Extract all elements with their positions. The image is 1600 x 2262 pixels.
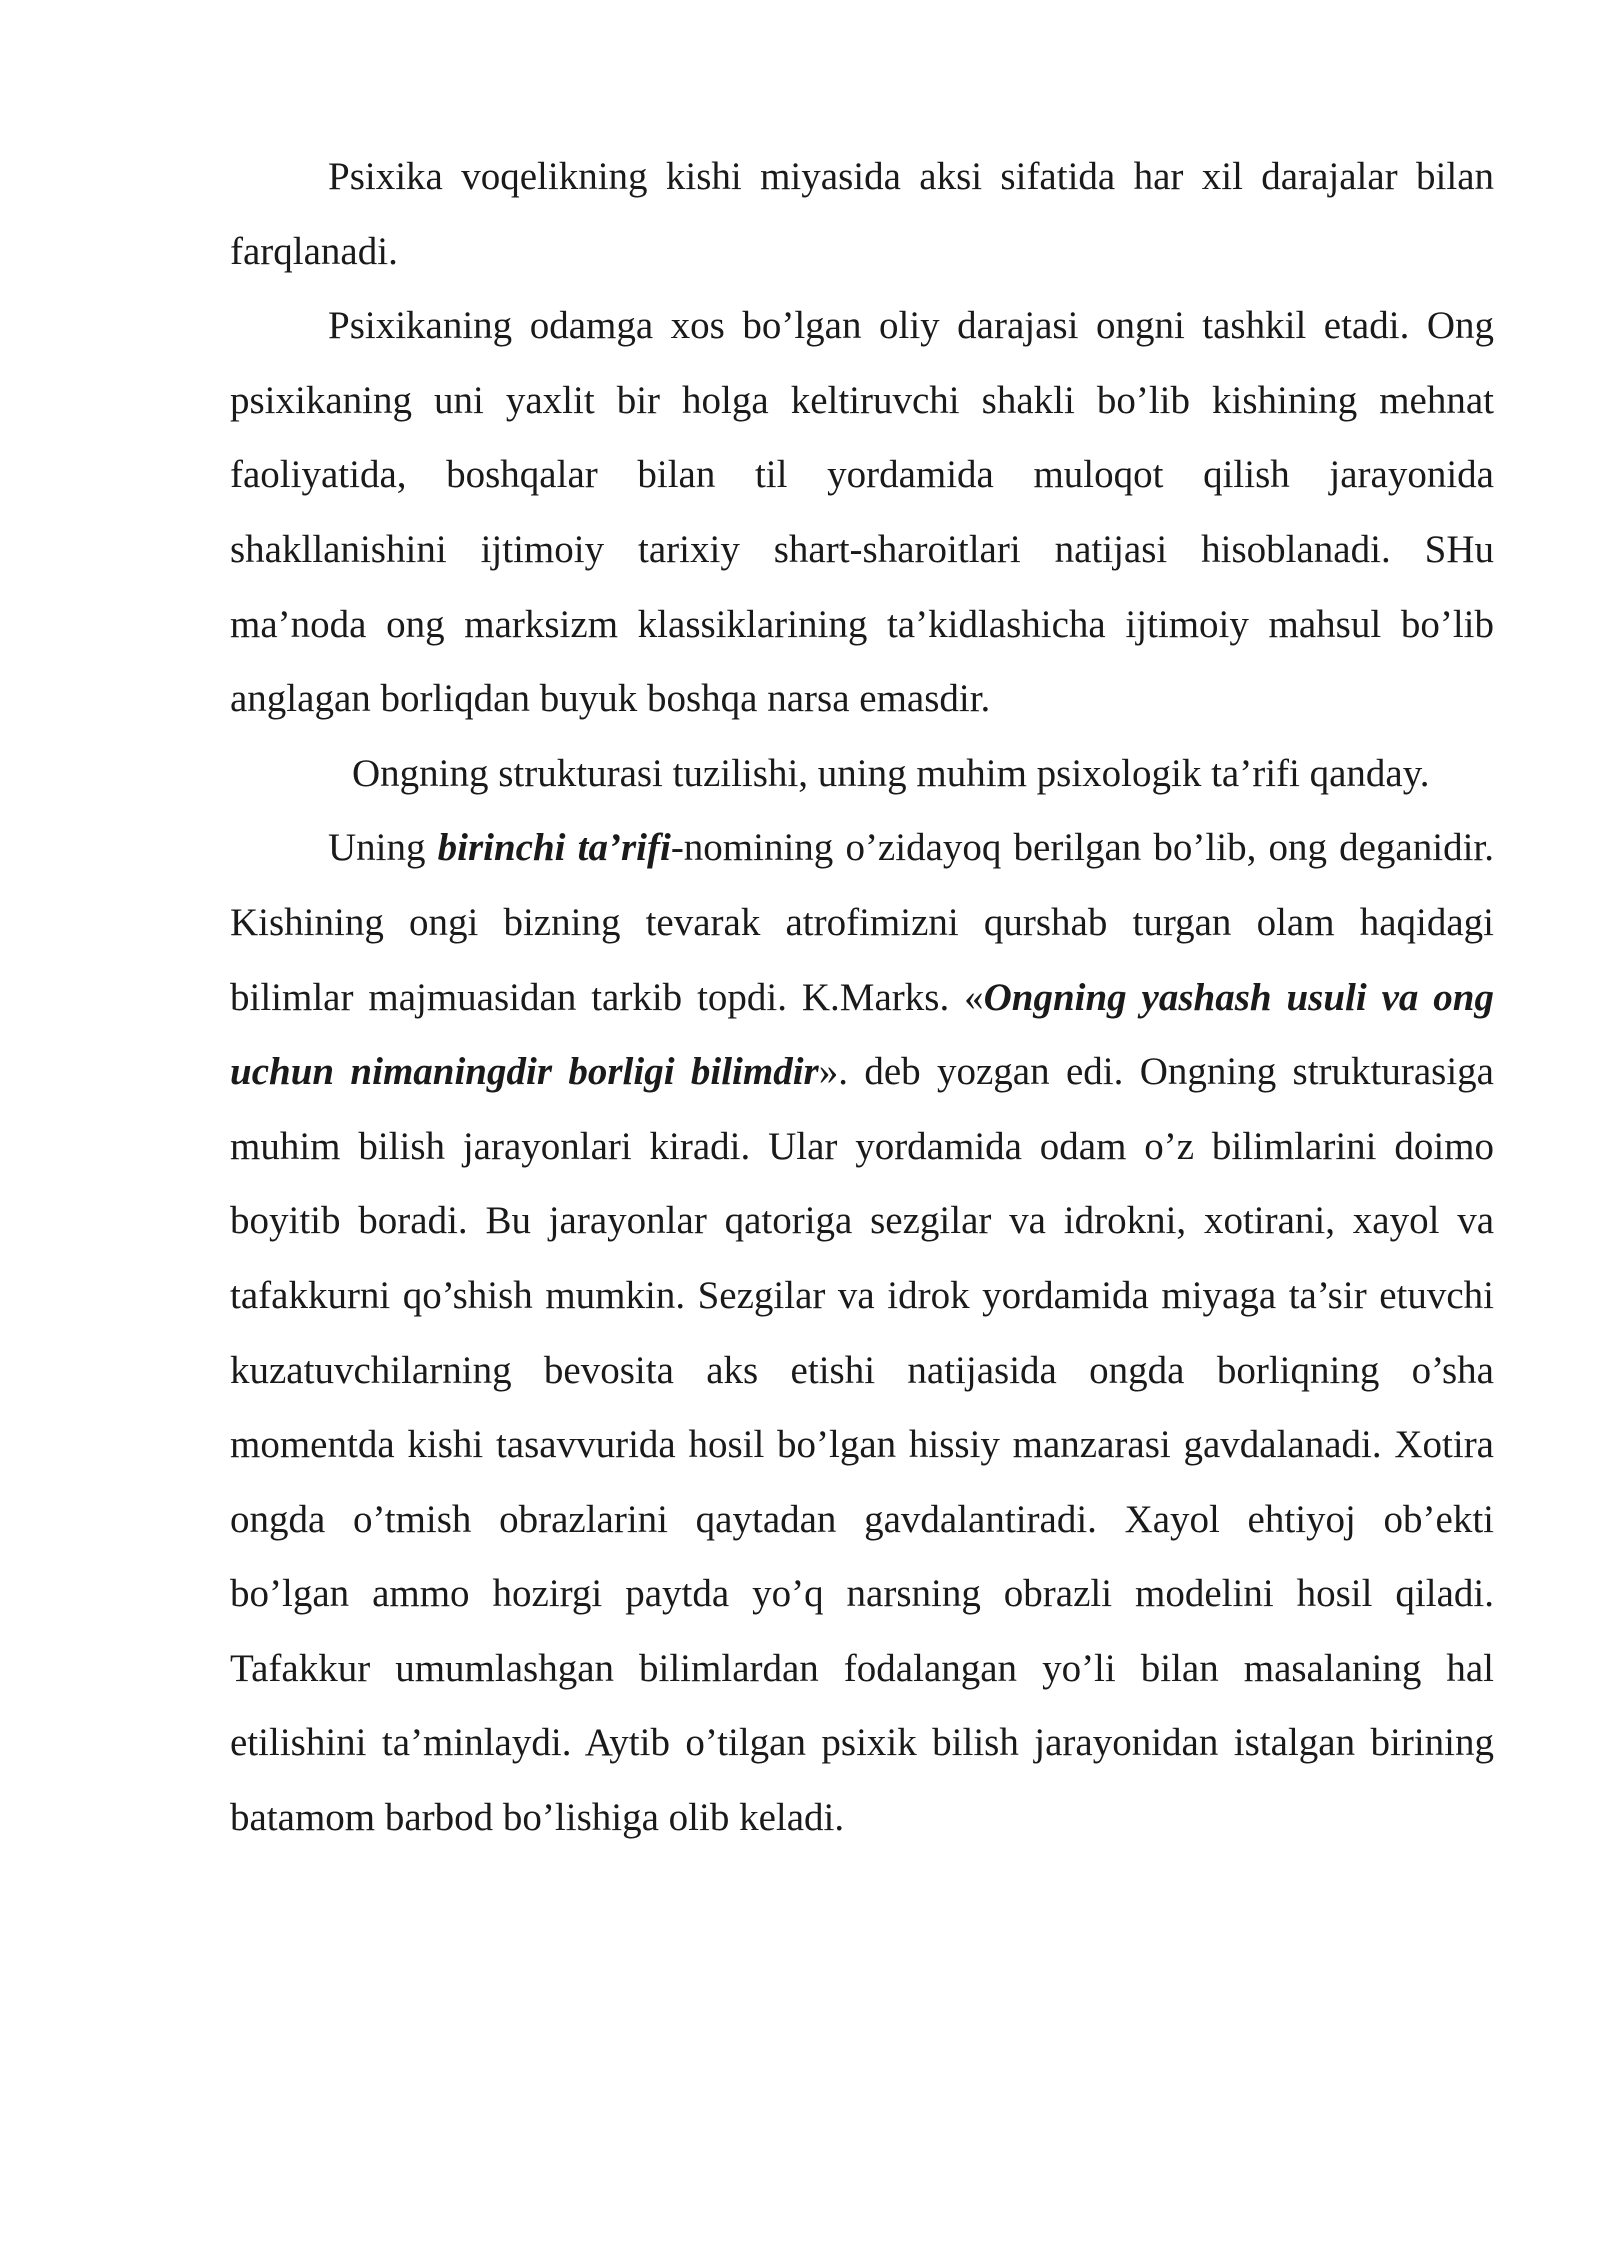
- emphasis-first-definition: birinchi ta’rifi: [437, 826, 671, 870]
- document-page: [230, 140, 1494, 1856]
- paragraph-2: Psixikaning odamga xos bo’lgan oliy darajasi ongni tashkil etadi. Ong psixikaning uni yaxlit bir holga keltiruvchi shakli bo’lib kishining mehnat faoliyatida, boshqalar bilan til yordamida muloqot qilish jarayonida shakllanishini ijtimoiy tarixiy shart-sharoitlari natijasi hisoblanadi. SHu ma’noda ong marksizm klassiklarining ta’kidlashicha ijtimoiy mahsul bo’lib anglagan borliqdan buyuk boshqa narsa emasdir.: [230, 304, 1494, 721]
- paragraph-3: Ongning strukturasi tuzilishi, uning muhim psixologik ta’rifi qanday.: [352, 751, 1430, 795]
- paragraph-4-text-1: Uning: [328, 826, 438, 870]
- paragraph-4: [230, 811, 1494, 1855]
- emphasis-marx-quote: Ongning yashash usuli va ong uchun nimaningdir borligi bilimdir: [230, 975, 1494, 1094]
- paragraph-4-text-2: -nomining o’zidayoq berilgan bo’lib, ong deganidir. Kishining ongi bizning tevarak atrofimizni qurshab turgan olam haqidagi bilimlar majmuasidan tarkib topdi. K.Marks. «: [230, 826, 1494, 1019]
- paragraph-4-text-3: ». deb yozgan edi. Ongning strukturasiga muhim bilish jarayonlari kiradi. Ular yordamida odam o’z bilimlarini doimo boyitib boradi. Bu jarayonlar qatoriga sezgilar va idrokni, xotirani, xayol va tafakkurni qo’shish mumkin. Sezgilar va idrok yordamida miyaga ta’sir etuvchi kuzatuvchilarning bevosita aks etishi natijasida ongda borliqning o’sha momentda kishi tasavvurida hosil bo’lgan hissiy manzarasi gavdalanadi. Xotira ongda o’tmish obrazlarini qaytadan gavdalantiradi. Xayol ehtiyoj ob’ekti bo’lgan ammo hozirgi paytda yo’q narsning obrazli modelini hosil qiladi. Tafakkur umumlashgan bilimlardan fodalangan yo’li bilan masalaning hal etilishini ta’minlaydi. Aytib o’tilgan psixik bilish jarayonidan istalgan birining batamom barbod bo’lishiga olib keladi.: [230, 1050, 1494, 1840]
- paragraph-1: Psixika voqelikning kishi miyasida aksi sifatida har xil darajalar bilan farqlanadi.: [230, 155, 1494, 273]
